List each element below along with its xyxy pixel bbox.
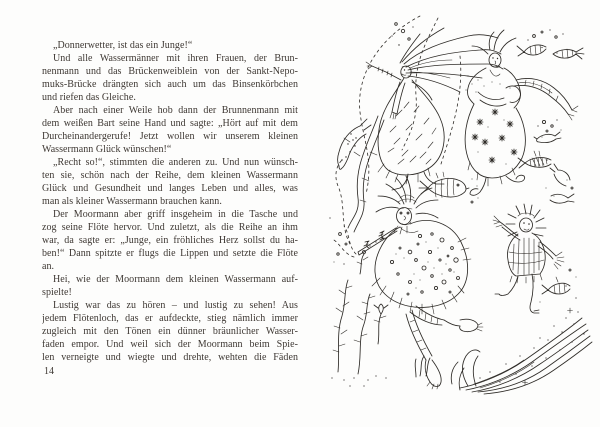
text-line: zugleich mit den Tönen ein dünner bräunlicher Wasser- <box>42 326 298 337</box>
text-line: „Donnerwetter, ist das ein Junge!“ <box>53 40 193 51</box>
text-line: spielte! <box>42 287 72 298</box>
circling-fish-pair <box>546 164 575 203</box>
text-line: Lustig war das zu hören – und lustig zu sehen! Aus <box>53 300 298 311</box>
text-line: zog seine Flöte hervor. Und zuletzt, als die Reihe an ihm <box>42 222 298 233</box>
illustration-water-folk <box>320 12 596 397</box>
bubbles <box>537 119 561 132</box>
fish-pair-top <box>517 29 584 59</box>
seaweed-left <box>331 251 430 387</box>
text-line: Hei, wie der Moormann dem kleinen Wassermann auf- <box>53 274 298 285</box>
text-line: Der Moormann aber griff insgeheim in die Tasche und <box>53 209 298 220</box>
fish-near-child <box>540 269 577 303</box>
text-block <box>42 39 298 364</box>
text-line: an. <box>42 261 55 272</box>
dancing-water-woman <box>366 28 503 190</box>
text-line: Aber nach einer Weile hob dann der Brunnenmann mit <box>53 105 298 116</box>
text-line: Glück und Gesundheit und langes Leben und alles, was <box>42 183 298 194</box>
text-line: muks-Brücke drängten sich auch um das Binsenkörbchen <box>42 79 298 90</box>
text-line: jedem Flötenloch, das er aufdeckte, stieg nämlich immer <box>42 313 298 324</box>
text-line: man als kleiner Wassermann brauchen kann. <box>42 196 222 207</box>
text-line: faden empor. Und weil sich der Moormann beim Spie- <box>42 339 298 350</box>
small-whale-fish <box>534 132 561 143</box>
text-line: Durcheinandergerufe! Jetzt wollen wir unserem kleinen <box>42 131 298 142</box>
text-line: ben!“ Dann spitzte er flugs die Lippen und setzte die Flöte <box>42 248 298 259</box>
seaweed-right-flowing <box>451 308 592 394</box>
text-line: und riefen das Gleiche. <box>42 92 136 103</box>
text-line: war, da sagte er: „Junge, ein fröhliches Herz sollst du ha- <box>42 235 298 246</box>
star-pattern <box>472 109 517 163</box>
text-line: dem weißen Bart seine Hand und sagte: „Hört auf mit dem <box>42 118 298 129</box>
bubbles <box>391 23 413 46</box>
text-line: nenmann und das Brückenweiblein von der Sankt-Nepo- <box>42 66 298 77</box>
page-number: 14 <box>44 366 54 377</box>
text-line: len verneigte und wiegte und drehte, wehten die Fäden <box>42 352 298 363</box>
little-wassermann-child <box>493 204 564 313</box>
text-line: ten sie, schön nach der Reihe, dem kleinen Wassermann <box>42 170 298 181</box>
dark-fish <box>518 151 551 168</box>
text-line: Und alle Wassermänner mit ihren Frauen, der Brun- <box>53 53 298 64</box>
text-line: Wassermann Glück wünschen!“ <box>42 144 172 155</box>
text-line: „Recht so!“, stimmten die anderen zu. Und nun wünsch- <box>53 157 298 168</box>
moormann-flute-player <box>334 176 483 389</box>
striped-fish-center <box>419 172 479 203</box>
